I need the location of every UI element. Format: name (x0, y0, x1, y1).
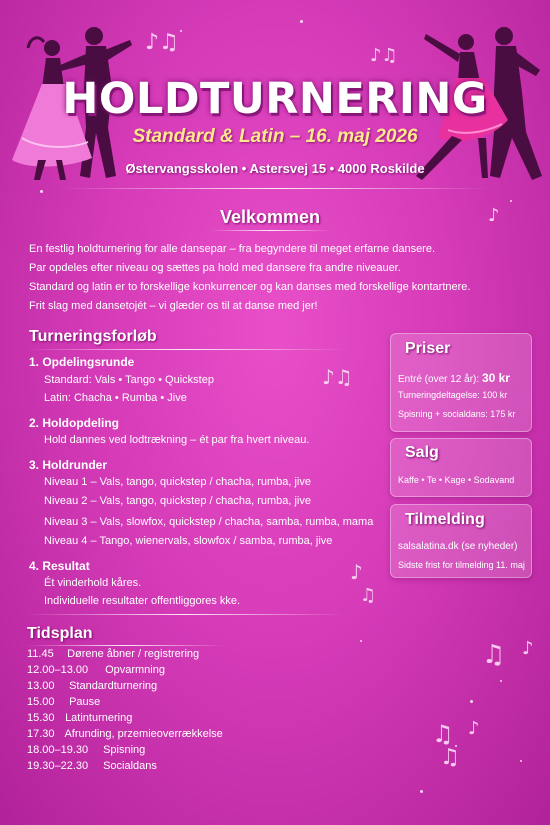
music-notes-icon: ♫ (440, 745, 460, 770)
price-entry (398, 371, 510, 385)
step-title: 2. Holdopdeling (29, 416, 119, 430)
step-line: Individuelle resultater offentliggores kke. (44, 595, 241, 607)
sparkle (510, 200, 512, 202)
step-line: Ét vinderhold kåres. (44, 577, 142, 589)
welcome-line: Frit slag med dansetojét – vi glæder os til at danse med jer! (29, 300, 318, 312)
music-notes-icon: ♫ (482, 640, 506, 670)
sparkle (40, 190, 43, 193)
program-title: Turneringsforløb (29, 328, 157, 345)
music-notes-icon: ♪♫ (370, 45, 398, 66)
price-entry-label: Entré (over 12 år): (398, 374, 480, 385)
sparkle (500, 680, 502, 682)
price-dinner: Spisning + socialdans: 175 kr (398, 409, 516, 419)
schedule-text: Latinturnering (65, 712, 133, 724)
step-line: Niveau 1 – Vals, tango, quickstep / chacha, rumba, jive (44, 476, 311, 488)
schedule-time: 17.30 (27, 728, 55, 740)
sparkle (420, 790, 423, 793)
music-notes-icon: ♪ (488, 205, 500, 226)
schedule-text: Spisning (103, 744, 146, 756)
schedule-row (27, 664, 165, 676)
schedule-title: Tidsplan (27, 625, 93, 642)
schedule-row (27, 680, 157, 692)
music-notes-icon: ♫ (360, 585, 377, 606)
schedule-text: Socialdans (103, 760, 157, 772)
step-line: Niveau 4 – Tango, wienervals, slowfox / samba, rumba, jive (44, 535, 333, 547)
divider (25, 349, 345, 350)
schedule-row (27, 744, 145, 756)
schedule-time: 11.45 (27, 648, 54, 660)
step-line: Hold dannes ved lodtrækning – ét par fra hvert niveau. (44, 434, 310, 446)
welcome-title: Velkommen (219, 207, 321, 227)
step-line: Niveau 2 – Vals, tango, quickstep / chacha, rumba, jive (44, 495, 311, 507)
step-title: 1. Opdelingsrunde (29, 355, 135, 369)
schedule-time: 12.00–13.00 (27, 664, 89, 676)
schedule-row (27, 712, 132, 724)
step-line: Standard: Vals • Tango • Quickstep (44, 374, 214, 386)
step-line: Niveau 3 – Vals, slowfox, quickstep / chacha, samba, rumba, mama (44, 516, 374, 528)
schedule-time: 15.00 (27, 696, 55, 708)
welcome-line: Standard og latin er to forskellige konkurrencer og kan danses med forskellige kontartnere. (29, 281, 471, 293)
step-title: 4. Resultat (29, 559, 90, 573)
schedule-row (27, 728, 223, 740)
schedule-text: Afrunding, przemieoverrækkelse (64, 728, 223, 740)
schedule-text: Pause (69, 696, 101, 708)
divider (25, 614, 345, 615)
divider (25, 645, 225, 646)
welcome-line: En festlig holdturnering for alle dansepar – fra begyndere til meget erfarne dansere. (29, 243, 436, 255)
schedule-row (27, 696, 100, 708)
event-subtitle: Standard & Latin – 16. maj 2026 (132, 126, 418, 147)
sparkle (360, 640, 362, 642)
schedule-time: 19.30–22.30 (27, 760, 89, 772)
divider (60, 188, 490, 189)
welcome-text (29, 240, 529, 316)
prices-title: Priser (405, 340, 451, 357)
sparkle (470, 700, 473, 703)
event-venue: Østervangsskolen • Astersvej 15 • 4000 Roskilde (125, 161, 425, 176)
sale-items: Kaffe • Te • Kage • Sodavand (398, 475, 515, 485)
music-notes-icon: ♪ (468, 718, 480, 739)
schedule-time: 13.00 (27, 680, 55, 692)
schedule-text: Dørene åbner / registrering (67, 648, 200, 660)
signup-title: Tilmelding (405, 511, 485, 528)
sparkle (180, 30, 182, 32)
divider (210, 230, 330, 231)
schedule-row (27, 648, 199, 660)
music-notes-icon: ♪ (522, 638, 534, 659)
schedule-text: Opvarmning (105, 664, 165, 676)
schedule-row (27, 760, 157, 772)
schedule-text: Standardturnering (69, 680, 158, 692)
music-notes-icon: ♪♫ (322, 365, 353, 389)
music-notes-icon: ♪♫ (145, 30, 179, 55)
schedule-time: 18.00–19.30 (27, 744, 89, 756)
sale-title: Salg (405, 444, 439, 461)
signup-site: salsalatina.dk (se nyheder) (398, 541, 518, 552)
welcome-line: Par opdeles efter niveau og sættes pa hold med dansere fra andre niveauer. (29, 262, 401, 274)
signup-deadline: Sidste frist for tilmelding 11. maj (398, 560, 525, 570)
step-line: Latin: Chacha • Rumba • Jive (44, 392, 187, 404)
sparkle (520, 760, 522, 762)
sparkle (300, 20, 303, 23)
step-title: 3. Holdrunder (29, 458, 108, 472)
event-title: HOLDTURNERING (62, 74, 488, 124)
schedule-time: 15.30 (27, 712, 55, 724)
price-entry-value: 30 kr (481, 371, 510, 385)
price-team: Turneringdeltagelse: 100 kr (398, 390, 508, 400)
music-notes-icon: ♫ (432, 720, 454, 748)
music-notes-icon: ♪ (350, 560, 363, 584)
